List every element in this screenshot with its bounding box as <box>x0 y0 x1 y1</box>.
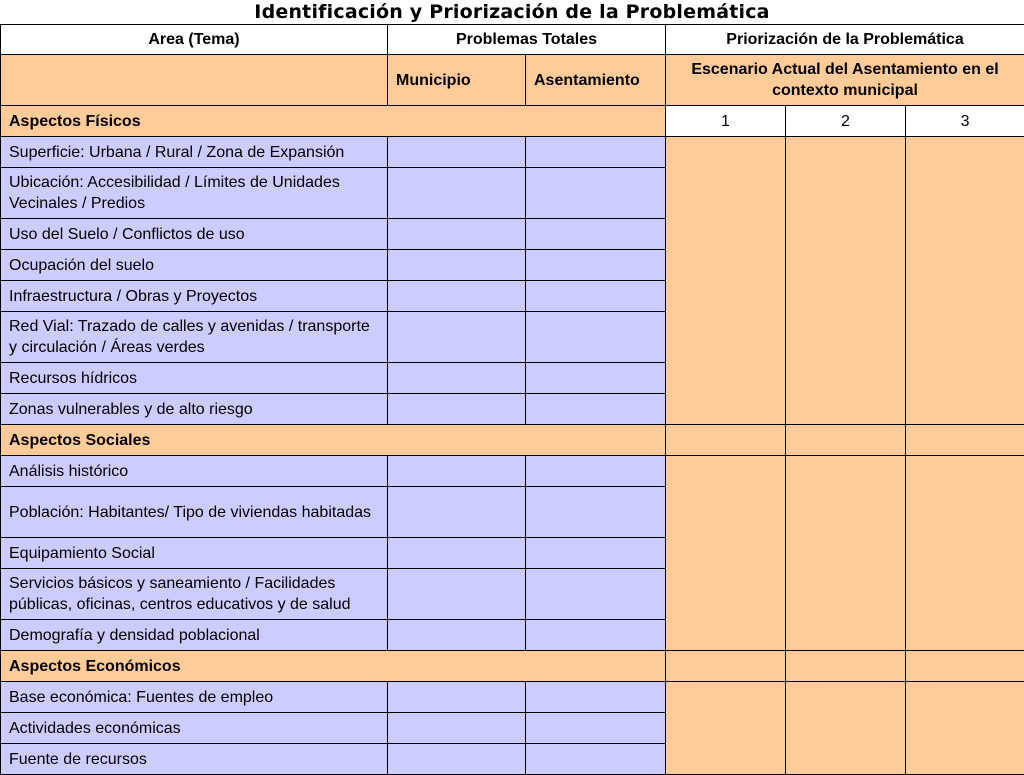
header-area: Area (Tema) <box>1 25 388 55</box>
asentamiento-cell[interactable] <box>526 137 666 168</box>
asentamiento-cell[interactable] <box>526 250 666 281</box>
section-title: Aspectos Sociales <box>1 425 666 456</box>
item-label: Recursos hídricos <box>1 363 388 394</box>
municipio-cell[interactable] <box>388 137 526 168</box>
table-row <box>1 456 1024 487</box>
municipio-cell[interactable] <box>388 168 526 219</box>
priority-3-label: 3 <box>906 106 1024 137</box>
item-label: Actividades económicas <box>1 713 388 744</box>
item-label: Uso del Suelo / Conflictos de uso <box>1 219 388 250</box>
section-row <box>1 106 1024 137</box>
header-municipio: Municipio <box>388 55 526 106</box>
section-title: Aspectos Físicos <box>1 106 666 137</box>
municipio-cell[interactable] <box>388 363 526 394</box>
item-label: Infraestructura / Obras y Proyectos <box>1 281 388 312</box>
section-row <box>1 425 1024 456</box>
priority-3-cell[interactable] <box>906 425 1024 456</box>
problem-table <box>0 24 1024 775</box>
item-label: Ocupación del suelo <box>1 250 388 281</box>
priority-2-cell[interactable] <box>786 682 906 775</box>
asentamiento-cell[interactable] <box>526 713 666 744</box>
page-title: Identificación y Priorización de la Problemática <box>0 0 1024 24</box>
asentamiento-cell[interactable] <box>526 394 666 425</box>
priority-2-label: 2 <box>786 106 906 137</box>
priority-3-cell[interactable] <box>906 456 1024 651</box>
asentamiento-cell[interactable] <box>526 168 666 219</box>
header-priorizacion: Priorización de la Problemática <box>666 25 1024 55</box>
municipio-cell[interactable] <box>388 713 526 744</box>
header-problemas-totales: Problemas Totales <box>388 25 666 55</box>
priority-1-cell[interactable] <box>666 425 786 456</box>
priority-1-label: 1 <box>666 106 786 137</box>
item-label: Superficie: Urbana / Rural / Zona de Expansión <box>1 137 388 168</box>
priority-3-cell[interactable] <box>906 651 1024 682</box>
asentamiento-cell[interactable] <box>526 456 666 487</box>
asentamiento-cell[interactable] <box>526 281 666 312</box>
item-label: Fuente de recursos <box>1 744 388 775</box>
item-label: Zonas vulnerables y de alto riesgo <box>1 394 388 425</box>
asentamiento-cell[interactable] <box>526 682 666 713</box>
municipio-cell[interactable] <box>388 682 526 713</box>
priority-1-cell[interactable] <box>666 651 786 682</box>
municipio-cell[interactable] <box>388 456 526 487</box>
asentamiento-cell[interactable] <box>526 620 666 651</box>
item-label: Base económica: Fuentes de empleo <box>1 682 388 713</box>
table-row <box>1 682 1024 713</box>
section-title: Aspectos Económicos <box>1 651 666 682</box>
priority-2-cell[interactable] <box>786 651 906 682</box>
priority-1-cell[interactable] <box>666 137 786 425</box>
subheader-row <box>1 55 1024 106</box>
item-label: Ubicación: Accesibilidad / Límites de Unidades Vecinales / Predios <box>1 168 388 219</box>
asentamiento-cell[interactable] <box>526 219 666 250</box>
item-label: Equipamiento Social <box>1 538 388 569</box>
asentamiento-cell[interactable] <box>526 538 666 569</box>
municipio-cell[interactable] <box>388 569 526 620</box>
subheader-empty-cell <box>1 55 388 106</box>
asentamiento-cell[interactable] <box>526 487 666 538</box>
table-row <box>1 137 1024 168</box>
item-label: Población: Habitantes/ Tipo de viviendas habitadas <box>1 487 388 538</box>
priority-2-cell[interactable] <box>786 425 906 456</box>
priority-2-cell[interactable] <box>786 137 906 425</box>
priority-3-cell[interactable] <box>906 682 1024 775</box>
item-label: Red Vial: Trazado de calles y avenidas / transporte y circulación / Áreas verdes <box>1 312 388 363</box>
municipio-cell[interactable] <box>388 620 526 651</box>
section-row <box>1 651 1024 682</box>
priority-2-cell[interactable] <box>786 456 906 651</box>
municipio-cell[interactable] <box>388 487 526 538</box>
priority-1-cell[interactable] <box>666 682 786 775</box>
header-escenario: Escenario Actual del Asentamiento en el contexto municipal <box>666 55 1024 106</box>
asentamiento-cell[interactable] <box>526 569 666 620</box>
municipio-cell[interactable] <box>388 394 526 425</box>
municipio-cell[interactable] <box>388 312 526 363</box>
priority-3-cell[interactable] <box>906 137 1024 425</box>
asentamiento-cell[interactable] <box>526 312 666 363</box>
item-label: Servicios básicos y saneamiento / Facilidades públicas, oficinas, centros educativos y de salud <box>1 569 388 620</box>
municipio-cell[interactable] <box>388 250 526 281</box>
priority-1-cell[interactable] <box>666 456 786 651</box>
header-row <box>1 25 1024 55</box>
header-asentamiento: Asentamiento <box>526 55 666 106</box>
municipio-cell[interactable] <box>388 744 526 775</box>
asentamiento-cell[interactable] <box>526 363 666 394</box>
asentamiento-cell[interactable] <box>526 744 666 775</box>
item-label: Demografía y densidad poblacional <box>1 620 388 651</box>
municipio-cell[interactable] <box>388 219 526 250</box>
municipio-cell[interactable] <box>388 281 526 312</box>
municipio-cell[interactable] <box>388 538 526 569</box>
item-label: Análisis histórico <box>1 456 388 487</box>
